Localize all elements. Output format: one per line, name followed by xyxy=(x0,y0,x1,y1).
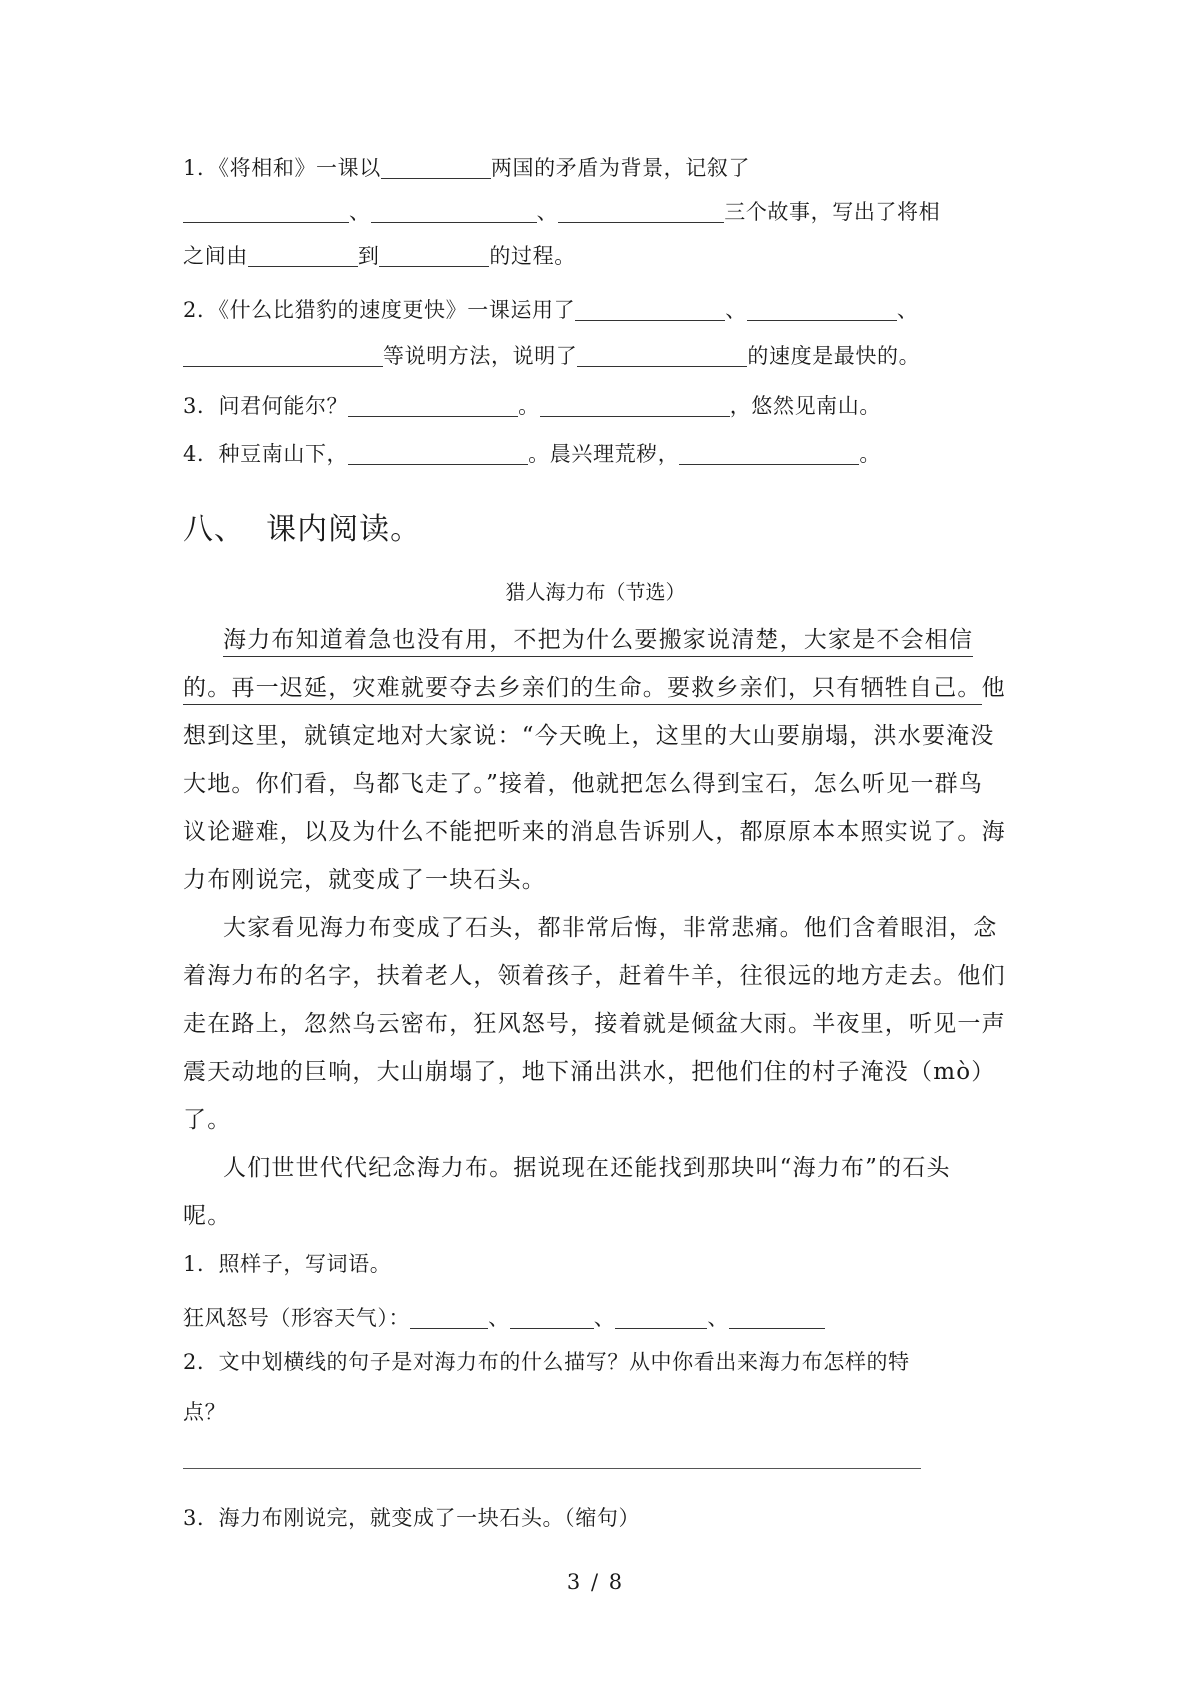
fill-blank[interactable] xyxy=(183,202,349,223)
q1-text: 1．《将相和》一课以 xyxy=(183,156,381,180)
underlined-sentence: 的。再一迟延，灾难就要夺去乡亲们的生命。要救乡亲们，只有牺牲自己。 xyxy=(183,675,982,705)
passage-line: 想到这里，就镇定地对大家说：“今天晚上，这里的大山要崩塌，洪水要淹没 xyxy=(183,723,995,749)
fill-blank[interactable] xyxy=(679,444,859,465)
fill-blank[interactable] xyxy=(371,202,537,223)
q2-line-2 xyxy=(183,342,920,370)
passage-line: 呢。 xyxy=(183,1203,232,1229)
passage-line: 震天动地的巨响，大山崩塌了，地下涌出洪水，把他们住的村子淹没（mò） xyxy=(183,1059,996,1085)
passage-line xyxy=(223,625,973,655)
question-3: 3．海力布刚说完，就变成了一块石头。（缩句） xyxy=(183,1506,641,1530)
q1-text: 到 xyxy=(357,244,380,268)
q1-text: 三个故事，写出了将相 xyxy=(724,200,941,224)
underlined-sentence: 海力布知道着急也没有用，不把为什么要搬家说清楚，大家是不会相信 xyxy=(223,627,973,657)
fill-blank[interactable] xyxy=(747,300,897,321)
fill-blank[interactable] xyxy=(540,396,730,417)
passage-line: 力布刚说完，就变成了一块石头。 xyxy=(183,867,546,893)
fill-blank[interactable] xyxy=(615,1308,707,1329)
q2-separator: 、 xyxy=(725,298,747,322)
section-heading xyxy=(183,510,421,550)
passage-line: 大地。你们看，鸟都飞走了。”接着，他就把怎么得到宝石，怎么听见一群鸟 xyxy=(183,771,984,797)
q1-line-3 xyxy=(183,242,576,270)
passage-line: 议论避难，以及为什么不能把听来的消息告诉别人，都原原本本照实说了。海 xyxy=(183,819,1006,845)
q1-text: 之间由 xyxy=(183,244,248,268)
question-2-line-1: 2．文中划横线的句子是对海力布的什么描写？从中你看出来海力布怎样的特 xyxy=(183,1350,910,1374)
answer-line[interactable] xyxy=(183,1468,921,1469)
section-number: 八、 xyxy=(183,512,245,547)
q2-text: 的速度是最快的。 xyxy=(747,344,921,368)
fill-blank[interactable] xyxy=(348,396,518,417)
page-number: 3 / 8 xyxy=(566,1570,625,1594)
fill-blank[interactable] xyxy=(348,444,528,465)
fill-blank[interactable] xyxy=(575,300,725,321)
q2-text: 2．《什么比猎豹的速度更快》一课运用了 xyxy=(183,298,576,322)
fill-blank[interactable] xyxy=(577,346,747,367)
q1-line-1 xyxy=(183,154,750,182)
q3-text: 3．问君何能尔？ xyxy=(183,394,349,418)
q2-text: 等说明方法，说明了 xyxy=(383,344,578,368)
q1-text: 的过程。 xyxy=(489,244,576,268)
fill-blank[interactable] xyxy=(183,346,383,367)
q2-separator: 、 xyxy=(896,298,919,322)
passage-line: 了。 xyxy=(183,1107,232,1133)
passage-line: 着海力布的名字，扶着老人，领着孩子，赶着牛羊，往很远的地方走去。他们 xyxy=(183,963,1006,989)
q3-text: ，悠然见南山。 xyxy=(729,394,881,418)
separator: 、 xyxy=(707,1306,729,1330)
fill-blank[interactable] xyxy=(510,1308,594,1329)
q2-line-1 xyxy=(183,296,918,324)
separator: 、 xyxy=(488,1306,510,1330)
question-1-example xyxy=(183,1304,825,1332)
passage-text: 他 xyxy=(981,675,1006,701)
q4-line xyxy=(183,440,881,468)
q3-text: 。 xyxy=(518,394,540,418)
q1-line-2 xyxy=(183,198,940,226)
separator: 、 xyxy=(593,1306,616,1330)
passage-line xyxy=(183,673,1006,703)
example-label: 狂风怒号（形容天气）： xyxy=(183,1306,411,1330)
fill-blank[interactable] xyxy=(381,158,491,179)
fill-blank[interactable] xyxy=(558,202,724,223)
fill-blank[interactable] xyxy=(248,246,358,267)
q4-text: 4．种豆南山下， xyxy=(183,442,349,466)
fill-blank[interactable] xyxy=(379,246,489,267)
q1-separator: 、 xyxy=(349,200,371,224)
passage-line: 走在路上，忽然乌云密布，狂风怒号，接着就是倾盆大雨。半夜里，听见一声 xyxy=(183,1011,1006,1037)
passage-line: 人们世世代代纪念海力布。据说现在还能找到那块叫“海力布”的石头 xyxy=(223,1155,951,1181)
passage-line: 大家看见海力布变成了石头，都非常后悔，非常悲痛。他们含着眼泪，念 xyxy=(223,915,998,941)
section-title: 课内阅读。 xyxy=(266,512,422,547)
fill-blank[interactable] xyxy=(410,1308,488,1329)
q4-text: 。晨兴理荒秽， xyxy=(528,442,680,466)
question-2-line-2: 点？ xyxy=(183,1400,227,1424)
passage-title: 猎人海力布（节选） xyxy=(505,580,686,604)
q1-separator: 、 xyxy=(536,200,559,224)
fill-blank[interactable] xyxy=(729,1308,825,1329)
q1-text: 两国的矛盾为背景，记叙了 xyxy=(490,156,751,180)
q3-line xyxy=(183,392,881,420)
question-1: 1．照样子，写词语。 xyxy=(183,1252,392,1276)
q4-text: 。 xyxy=(859,442,881,466)
